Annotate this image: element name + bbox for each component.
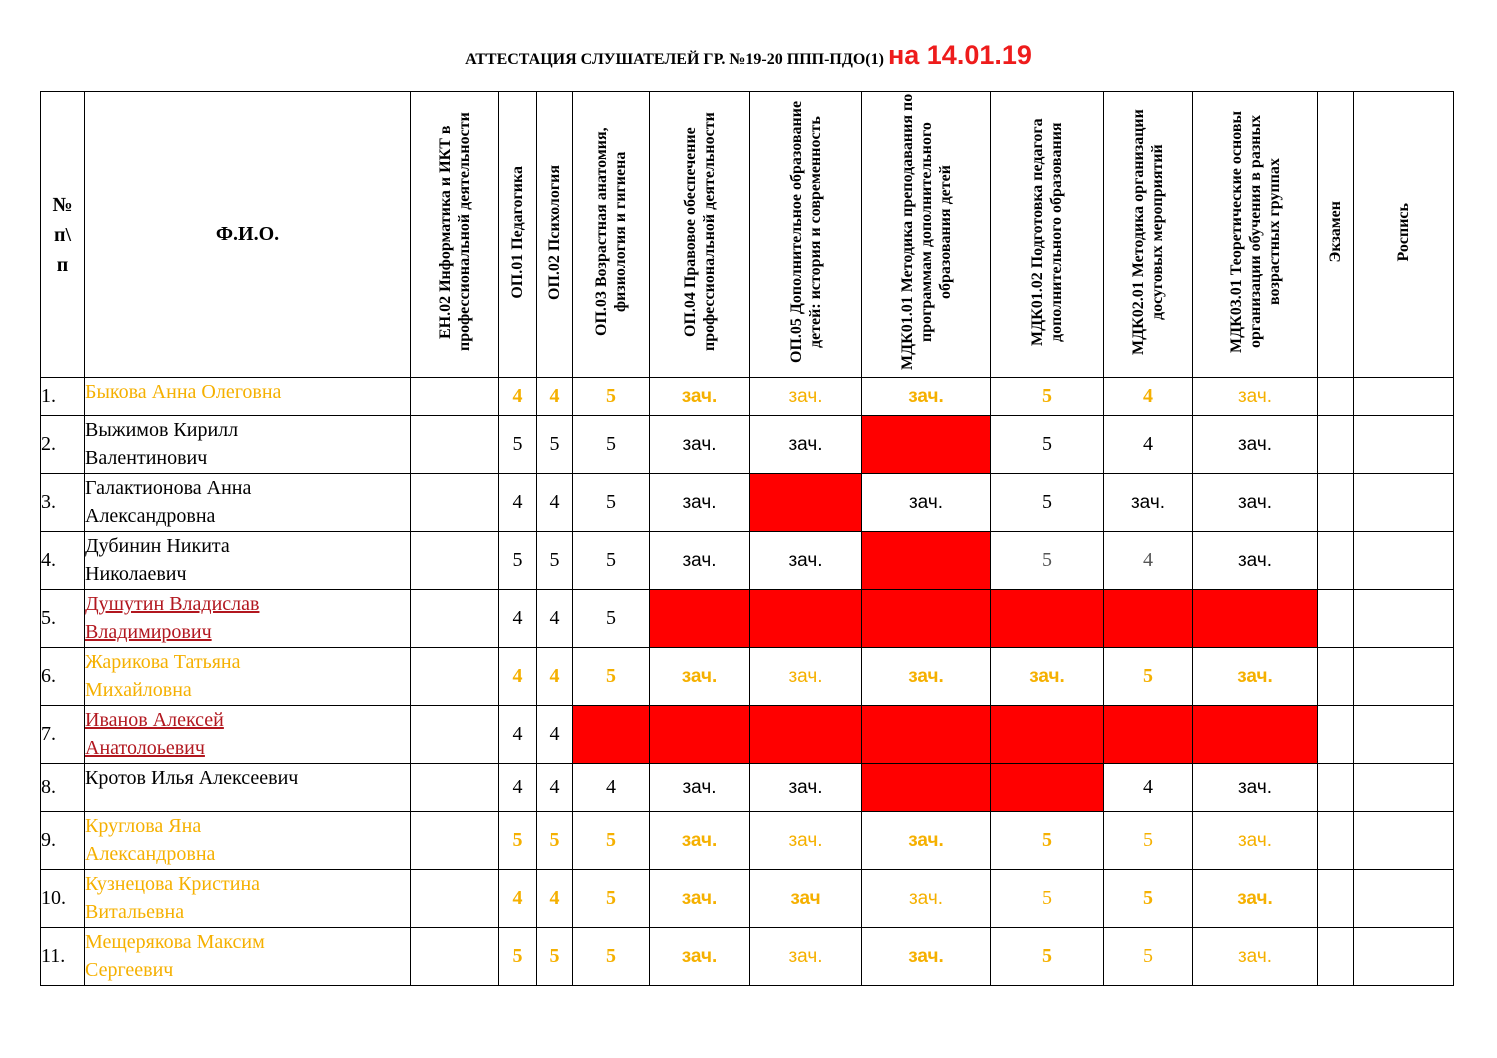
grade-cell [750, 870, 862, 928]
header-subject-label: МДК01.01 Методика преподавания по программам дополнительного образования детей [898, 93, 954, 371]
grade-cell [650, 474, 750, 532]
grade-value: 5 [606, 549, 616, 571]
grade-value: 5 [512, 549, 523, 571]
exam-cell [1318, 532, 1354, 590]
grade-cell [862, 812, 991, 870]
grade-value: 5 [549, 829, 560, 851]
grade-value: 4 [1143, 549, 1153, 571]
table-row [41, 532, 1454, 590]
grade-value: зач. [788, 386, 823, 407]
grade-value: 5 [1042, 887, 1052, 909]
header-subject-label: ОП.05 Дополнительное образование детей: история и современность [787, 100, 824, 364]
grade-value: 5 [1042, 549, 1052, 571]
grade-cell [499, 590, 537, 648]
grade-cell [499, 764, 537, 812]
failed-cell [1104, 706, 1193, 764]
grade-cell [499, 928, 537, 986]
grade-value: зач. [788, 434, 823, 455]
header-num [41, 92, 85, 378]
grade-cell [862, 928, 991, 986]
grade-cell [537, 532, 573, 590]
grade-value: зач. [682, 434, 717, 455]
failed-cell [862, 532, 991, 590]
grade-value: зач. [681, 830, 718, 851]
grade-cell [1104, 378, 1193, 416]
row-number: 2. [41, 416, 85, 474]
grade-cell [750, 812, 862, 870]
grade-value: зач. [681, 946, 718, 967]
grade-cell [1193, 870, 1318, 928]
student-name-line: Выжимов Кирилл [85, 419, 239, 441]
grade-cell [650, 764, 750, 812]
header-subject-label: МДК02.01 Методика организации досуговых мероприятий [1130, 109, 1166, 355]
student-name-line: Круглова Яна [85, 815, 202, 837]
grade-value: 4 [549, 607, 560, 629]
header-subject-label: ОП.01 Педагогика [509, 165, 526, 299]
grade-cell [650, 870, 750, 928]
grade-value: зач. [1237, 666, 1273, 687]
grade-value: 4 [549, 491, 560, 513]
failed-cell [862, 706, 991, 764]
table-row [41, 812, 1454, 870]
grade-cell [411, 928, 499, 986]
header-subject-label: ОП.02 Психология [546, 164, 563, 300]
signature-cell [1354, 590, 1454, 648]
grade-value: 5 [512, 945, 523, 967]
exam-cell [1318, 474, 1354, 532]
student-name-line: Быкова Анна Олеговна [85, 381, 282, 403]
grade-cell [411, 416, 499, 474]
grade-cell [991, 870, 1104, 928]
header-subject [573, 92, 650, 378]
row-number: 8. [41, 764, 85, 812]
failed-cell [1193, 706, 1318, 764]
grade-value: 5 [1143, 945, 1153, 967]
student-name-line: Кротов Илья Алексеевич [85, 767, 299, 789]
student-name-line: Иванов Алексей [85, 709, 224, 731]
header-exam-label: Экзамен [1327, 201, 1344, 263]
grade-value: зач. [1237, 777, 1273, 798]
exam-cell [1318, 764, 1354, 812]
grade-cell [573, 590, 650, 648]
row-number: 7. [41, 706, 85, 764]
signature-cell [1354, 812, 1454, 870]
failed-cell [862, 416, 991, 474]
grade-cell [1104, 812, 1193, 870]
student-name-line: Жарикова Татьяна [85, 651, 241, 673]
grade-cell [862, 474, 991, 532]
exam-cell [1318, 590, 1354, 648]
failed-cell [573, 706, 650, 764]
grade-cell [537, 378, 573, 416]
grade-value: 4 [512, 385, 523, 407]
student-name-cell [85, 812, 411, 870]
grade-cell [573, 474, 650, 532]
grade-value: зач. [908, 666, 944, 687]
grade-value: 5 [549, 549, 560, 571]
grade-cell [1193, 474, 1318, 532]
exam-cell [1318, 706, 1354, 764]
grade-cell [991, 378, 1104, 416]
grade-value: 4 [512, 607, 523, 629]
grade-value: зач. [1029, 666, 1065, 687]
header-subject-label: ОП.03 Возрастная анатомия, физиология и гигиена [593, 127, 629, 337]
header-subject [411, 92, 499, 378]
grade-value: зач. [908, 830, 944, 851]
grade-cell [650, 928, 750, 986]
grade-cell [573, 532, 650, 590]
grade-cell [411, 764, 499, 812]
student-name-line: Сергеевич [85, 959, 174, 981]
attestation-table [40, 91, 1454, 986]
grade-value: 4 [549, 776, 560, 798]
student-name-line: Витальевна [85, 901, 185, 923]
student-name-cell [85, 532, 411, 590]
grade-value: 5 [1042, 945, 1052, 967]
row-number: 10. [41, 870, 85, 928]
grade-cell [862, 378, 991, 416]
grade-value: зач. [682, 492, 717, 513]
exam-cell [1318, 416, 1354, 474]
grade-value: 4 [512, 887, 523, 909]
grade-cell [573, 378, 650, 416]
grade-value: зач. [788, 550, 823, 571]
grade-cell [1193, 648, 1318, 706]
grade-value: 5 [1143, 665, 1153, 687]
grade-value: 5 [512, 433, 523, 455]
row-number: 4. [41, 532, 85, 590]
student-name-line: Михайловна [85, 679, 192, 701]
header-subject-label: ЕН.02 Информатика и ИКТ в профессиональной деятельности [436, 112, 473, 352]
failed-cell [862, 590, 991, 648]
grade-value: зач. [1237, 946, 1273, 967]
student-name-line: Александровна [85, 505, 216, 527]
grade-value: зач. [788, 777, 823, 798]
grade-cell [991, 648, 1104, 706]
grade-cell [499, 648, 537, 706]
signature-cell [1354, 706, 1454, 764]
grade-value: 4 [512, 723, 523, 745]
grade-value: 5 [606, 945, 616, 967]
student-name-line: Владимирович [85, 621, 212, 643]
failed-cell [862, 764, 991, 812]
row-number: 9. [41, 812, 85, 870]
grade-cell [750, 928, 862, 986]
exam-cell [1318, 378, 1354, 416]
grade-value: зач. [1130, 492, 1166, 513]
grade-cell [499, 416, 537, 474]
grade-cell [411, 648, 499, 706]
grade-value: 4 [549, 385, 560, 407]
student-name-line: Анатолоьевич [85, 737, 205, 759]
grade-cell [650, 416, 750, 474]
grade-cell [750, 648, 862, 706]
grade-value: 4 [549, 723, 560, 745]
grade-cell [537, 706, 573, 764]
grade-cell [411, 532, 499, 590]
signature-cell [1354, 764, 1454, 812]
grade-cell [499, 532, 537, 590]
grade-value: 4 [512, 491, 523, 513]
grade-cell [650, 648, 750, 706]
table-row [41, 648, 1454, 706]
student-name-cell [85, 648, 411, 706]
header-subject [991, 92, 1104, 378]
grade-cell [991, 532, 1104, 590]
grade-value: зач. [788, 830, 823, 851]
header-subject [862, 92, 991, 378]
grade-value: зач. [1237, 386, 1273, 407]
grade-value: 5 [606, 607, 616, 629]
grade-value: 4 [549, 887, 560, 909]
grade-cell [750, 378, 862, 416]
signature-cell [1354, 870, 1454, 928]
grade-value: зач. [682, 777, 717, 798]
exam-cell [1318, 870, 1354, 928]
row-number: 11. [41, 928, 85, 986]
failed-cell [650, 706, 750, 764]
grade-cell [1104, 416, 1193, 474]
grade-cell [537, 928, 573, 986]
grade-cell [573, 648, 650, 706]
table-row [41, 590, 1454, 648]
header-row [41, 92, 1454, 378]
grade-cell [1104, 532, 1193, 590]
grade-cell [537, 648, 573, 706]
grade-cell [750, 764, 862, 812]
failed-cell [1104, 590, 1193, 648]
student-name-line: Галактионова Анна [85, 477, 252, 499]
row-number: 6. [41, 648, 85, 706]
title-main: АТТЕСТАЦИЯ СЛУШАТЕЛЕЙ ГР. №19-20 ППП-ПДО(1) [465, 51, 884, 68]
grade-cell [1104, 474, 1193, 532]
grade-value: зач. [908, 888, 944, 909]
signature-cell [1354, 928, 1454, 986]
grade-cell [750, 416, 862, 474]
grade-cell [411, 706, 499, 764]
grade-cell [499, 812, 537, 870]
grade-value: 4 [1143, 776, 1153, 798]
grade-cell [499, 870, 537, 928]
student-name-line: Валентинович [85, 447, 208, 469]
student-name-cell [85, 764, 411, 812]
grade-cell [991, 812, 1104, 870]
grade-value: 5 [1042, 433, 1052, 455]
grade-value: 4 [606, 776, 616, 798]
signature-cell [1354, 532, 1454, 590]
grade-cell [1104, 928, 1193, 986]
grade-value: 5 [606, 433, 616, 455]
grade-value: зач. [788, 666, 823, 687]
failed-cell [1193, 590, 1318, 648]
failed-cell [650, 590, 750, 648]
grade-cell [411, 378, 499, 416]
grade-cell [499, 706, 537, 764]
grade-value: 4 [512, 665, 523, 687]
grade-cell [1193, 416, 1318, 474]
header-exam [1318, 92, 1354, 378]
failed-cell [750, 706, 862, 764]
student-name-line: Мещерякова Максим [85, 931, 265, 953]
grade-value: 4 [549, 665, 560, 687]
header-subject [1193, 92, 1318, 378]
grade-value: 5 [1042, 829, 1052, 851]
header-subject [499, 92, 537, 378]
header-num-label: № п\ п [52, 193, 73, 276]
grade-cell [537, 812, 573, 870]
exam-cell [1318, 928, 1354, 986]
grade-cell [499, 474, 537, 532]
grade-cell [1104, 648, 1193, 706]
grade-cell [573, 764, 650, 812]
row-number: 5. [41, 590, 85, 648]
page-title [0, 40, 1497, 71]
header-subject-label: ОП.04 Правовое обеспечение профессиональной деятельности [681, 112, 718, 352]
grade-value: 4 [1143, 385, 1153, 407]
grade-value: 5 [1143, 887, 1153, 909]
grade-value: 5 [1042, 491, 1052, 513]
grade-value: 5 [1143, 829, 1153, 851]
grade-cell [573, 870, 650, 928]
grade-value: зач. [908, 946, 944, 967]
grade-cell [1193, 764, 1318, 812]
header-signature-label: Роспись [1395, 202, 1412, 262]
failed-cell [750, 474, 862, 532]
grade-value: зач [790, 888, 821, 909]
student-name-line: Николаевич [85, 563, 187, 585]
grade-cell [573, 812, 650, 870]
grade-value: 5 [549, 945, 560, 967]
grade-cell [991, 928, 1104, 986]
grade-cell [862, 648, 991, 706]
grade-cell [1104, 764, 1193, 812]
grade-cell [650, 532, 750, 590]
grade-cell [411, 870, 499, 928]
grade-value: 4 [1143, 433, 1153, 455]
student-name-cell [85, 378, 411, 416]
student-name-cell [85, 870, 411, 928]
grade-cell [1193, 532, 1318, 590]
signature-cell [1354, 416, 1454, 474]
grade-cell [1193, 378, 1318, 416]
header-subject-label: МДК03.01 Теоретические основы организации обучения в разных возрастных группах [1227, 111, 1283, 353]
table-row [41, 474, 1454, 532]
failed-cell [750, 590, 862, 648]
grade-value: 5 [606, 829, 616, 851]
grade-cell [1193, 928, 1318, 986]
grade-value: зач. [1237, 830, 1273, 851]
title-date: на 14.01.19 [887, 40, 1032, 70]
header-subject [750, 92, 862, 378]
grade-cell [650, 378, 750, 416]
student-name-cell [85, 474, 411, 532]
grade-value: зач. [1237, 550, 1273, 571]
grade-value: 5 [549, 433, 560, 455]
grade-cell [411, 474, 499, 532]
student-name-line: Душутин Владислав [85, 593, 260, 615]
header-subject [537, 92, 573, 378]
student-name-cell [85, 416, 411, 474]
student-name-cell [85, 590, 411, 648]
grade-value: зач. [1237, 434, 1273, 455]
grade-value: 5 [606, 665, 616, 687]
grade-value: 5 [512, 829, 523, 851]
grade-cell [499, 378, 537, 416]
student-name-line: Дубинин Никита [85, 535, 230, 557]
grade-value: зач. [681, 888, 718, 909]
grade-value: зач. [908, 492, 944, 513]
grade-cell [537, 590, 573, 648]
exam-cell [1318, 648, 1354, 706]
failed-cell [991, 764, 1104, 812]
grade-value: зач. [682, 550, 717, 571]
signature-cell [1354, 378, 1454, 416]
grade-cell [537, 474, 573, 532]
grade-value: зач. [1237, 492, 1273, 513]
grade-value: зач. [908, 386, 944, 407]
grade-cell [1193, 812, 1318, 870]
grade-cell [411, 812, 499, 870]
student-name-line: Кузнецова Кристина [85, 873, 261, 895]
grade-value: 5 [1042, 385, 1052, 407]
grade-cell [537, 870, 573, 928]
grade-cell [991, 416, 1104, 474]
header-subject [1104, 92, 1193, 378]
grade-cell [537, 764, 573, 812]
grade-value: 5 [606, 385, 616, 407]
signature-cell [1354, 474, 1454, 532]
table-row [41, 706, 1454, 764]
grade-value: 5 [606, 491, 616, 513]
failed-cell [991, 706, 1104, 764]
student-name-cell [85, 928, 411, 986]
grade-value: зач. [681, 386, 718, 407]
header-subject-label: МДК01.02 Подготовка педагога дополнительного образования [1029, 118, 1065, 346]
table-row [41, 378, 1454, 416]
header-fio: Ф.И.О. [85, 92, 411, 378]
grade-cell [573, 416, 650, 474]
grade-value: 5 [606, 887, 616, 909]
grade-cell [750, 532, 862, 590]
grade-cell [862, 870, 991, 928]
grade-value: зач. [1237, 888, 1273, 909]
table-row [41, 928, 1454, 986]
table-row [41, 764, 1454, 812]
grade-value: 4 [512, 776, 523, 798]
student-name-line: Александровна [85, 843, 216, 865]
failed-cell [991, 590, 1104, 648]
grade-cell [1104, 870, 1193, 928]
student-name-cell [85, 706, 411, 764]
signature-cell [1354, 648, 1454, 706]
grade-cell [411, 590, 499, 648]
header-subject [650, 92, 750, 378]
exam-cell [1318, 812, 1354, 870]
table-row [41, 870, 1454, 928]
grade-value: зач. [681, 666, 718, 687]
row-number: 3. [41, 474, 85, 532]
header-signature [1354, 92, 1454, 378]
grade-cell [650, 812, 750, 870]
row-number: 1. [41, 378, 85, 416]
grade-cell [573, 928, 650, 986]
grade-value: зач. [788, 946, 823, 967]
table-row [41, 416, 1454, 474]
grade-cell [537, 416, 573, 474]
grade-cell [991, 474, 1104, 532]
